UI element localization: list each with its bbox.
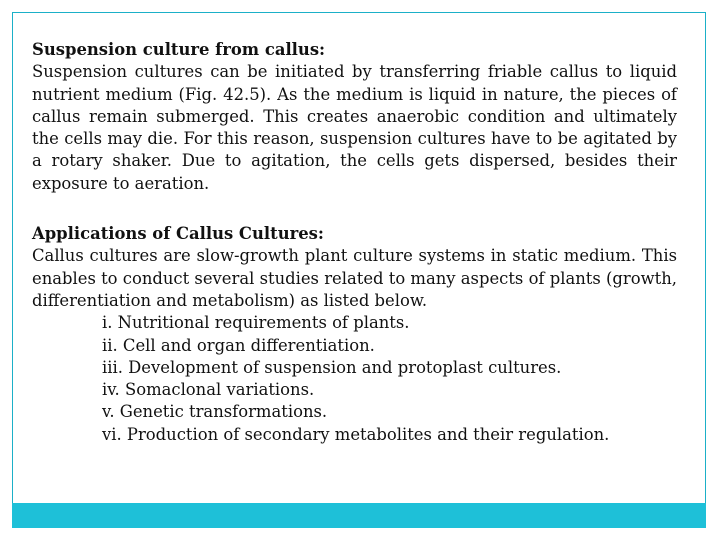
list-item: v. Genetic transformations. <box>102 402 328 422</box>
list-item: ii. Cell and organ differentiation. <box>102 335 375 355</box>
slide-content <box>32 39 677 446</box>
applications-list <box>32 312 677 446</box>
section-body-suspension-culture: Suspension cultures can be initiated by transferring friable callus to liquid nutrient medium (Fig. 42.5). As the medium is liquid in nature, the pieces of callus remain submerged. This creates anaerobic condition and ultimately the cells may die. For this reason, suspension cultures have to be agitated by a rotary shaker. Due to agitation, the cells gets dispersed, besides their exposure to aeration. <box>32 62 677 193</box>
bottom-accent-bar <box>12 503 706 528</box>
list-item: vi. Production of secondary metabolites and their regulation. <box>102 424 610 444</box>
section-body-applications: Callus cultures are slow-growth plant culture systems in static medium. This enables to conduct several studies related to many aspects of plants (growth, differentiation and metabolism) as listed below. <box>32 246 677 310</box>
section-heading-suspension-culture: Suspension culture from callus: <box>32 40 326 59</box>
list-item: i. Nutritional requirements of plants. <box>102 313 410 333</box>
list-item: iv. Somaclonal variations. <box>102 380 315 400</box>
list-item: iii. Development of suspension and protoplast cultures. <box>102 357 562 377</box>
section-heading-applications: Applications of Callus Cultures: <box>32 224 324 244</box>
